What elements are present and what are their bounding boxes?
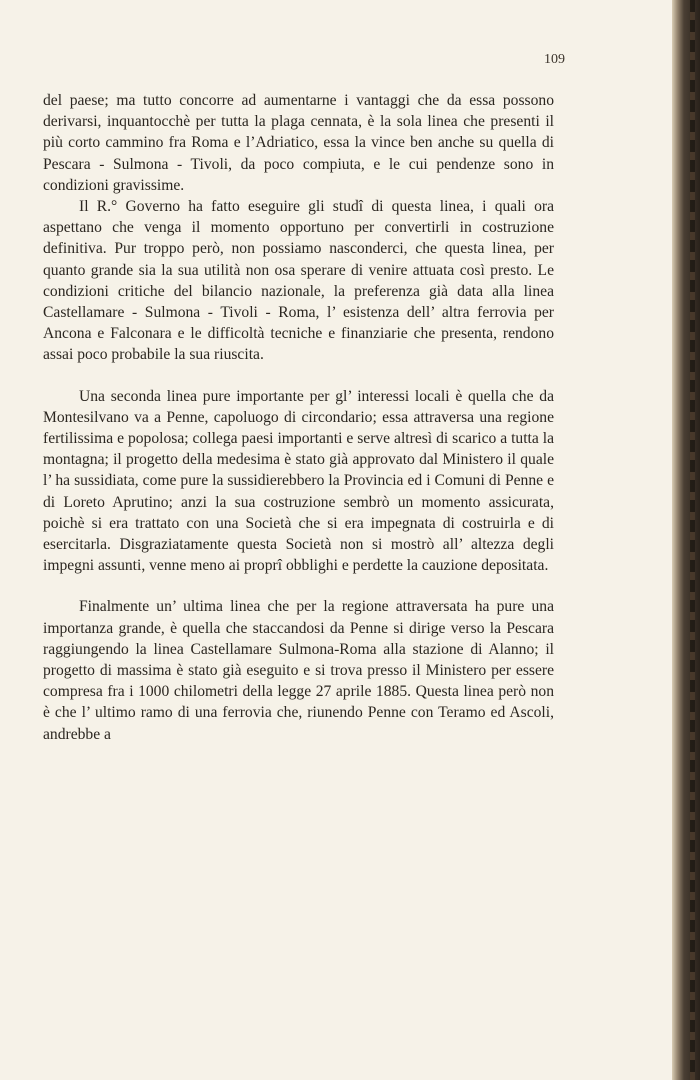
paragraph-gap — [43, 366, 554, 386]
body-text — [43, 90, 554, 745]
spine-binding-stripe — [690, 0, 695, 1080]
paragraph-continuation: del paese; ma tutto concorre ad aumentarne i vantaggi che da essa possono derivarsi, inquantocchè per tutta la plaga cennata, è la sola linea che presenti il più corto cammino fra Roma e l’Adriatico, essa la vince ben anche su quella di Pescara - Sulmona - Tivoli, da poco compiuta, e le cui pendenze sono in condizioni gravissime. — [43, 92, 554, 194]
paragraph-ultima-linea: Finalmente un’ ultima linea che per la regione attraversata ha pure una importanza grande, è quella che staccandosi da Penne si dirige verso la Pescara raggiungendo la linea Castellamare Sulmona-Roma alla stazione di Alanno; il progetto di massima è stato già eseguito e si trova presso il Ministero per essere compresa fra i 1000 chilometri della legge 27 aprile 1885. Questa linea però non è che l’ ultimo ramo di una ferrovia che, riunendo Penne con Teramo ed Ascoli, andrebbe a — [43, 598, 554, 743]
book-spine-edge — [672, 0, 700, 1080]
paragraph-seconda-linea: Una seconda linea pure importante per gl’ interessi locali è quella che da Montesilvano va a Penne, capoluogo di circondario; essa attraversa una regione fertilissima e popolosa; collega paesi importanti e serve altresì di scarico a tutta la montagna; il progetto della medesima è stato già approvato dal Ministero il quale l’ ha sussidiata, come pure la sussidierebbero la Provincia ed i Comuni di Penne e di Loreto Aprutino; anzi la sua costruzione sembrò un momento assicurata, poichè si era trattato con una Società che si era impegnata di costruirla e di esercitarla. Disgraziatamente questa Società non si mostrò all’ altezza degli impegni assunti, venne meno ai proprî obblighi e perdette la cauzione depositata. — [43, 387, 554, 575]
page-number: 109 — [544, 52, 565, 67]
paragraph-governo: Il R.° Governo ha fatto eseguire gli studî di questa linea, i quali ora aspettano che venga il momento opportuno per convertirli in costruzione definitiva. Pur troppo però, non possiamo nasconderci, che questa linea, per quanto grande sia la sua utilità non osa sperare di venire attuata così presto. Le condizioni critiche del bilancio nazionale, la preferenza già data alla linea Castellamare - Sulmona - Tivoli - Roma, l’ esistenza dell’ altra ferrovia per Ancona e Falconara e le difficoltà tecniche e finanziarie che presenta, rendono assai poco probabile la sua riuscita. — [43, 198, 554, 364]
paragraph-gap — [43, 576, 554, 596]
